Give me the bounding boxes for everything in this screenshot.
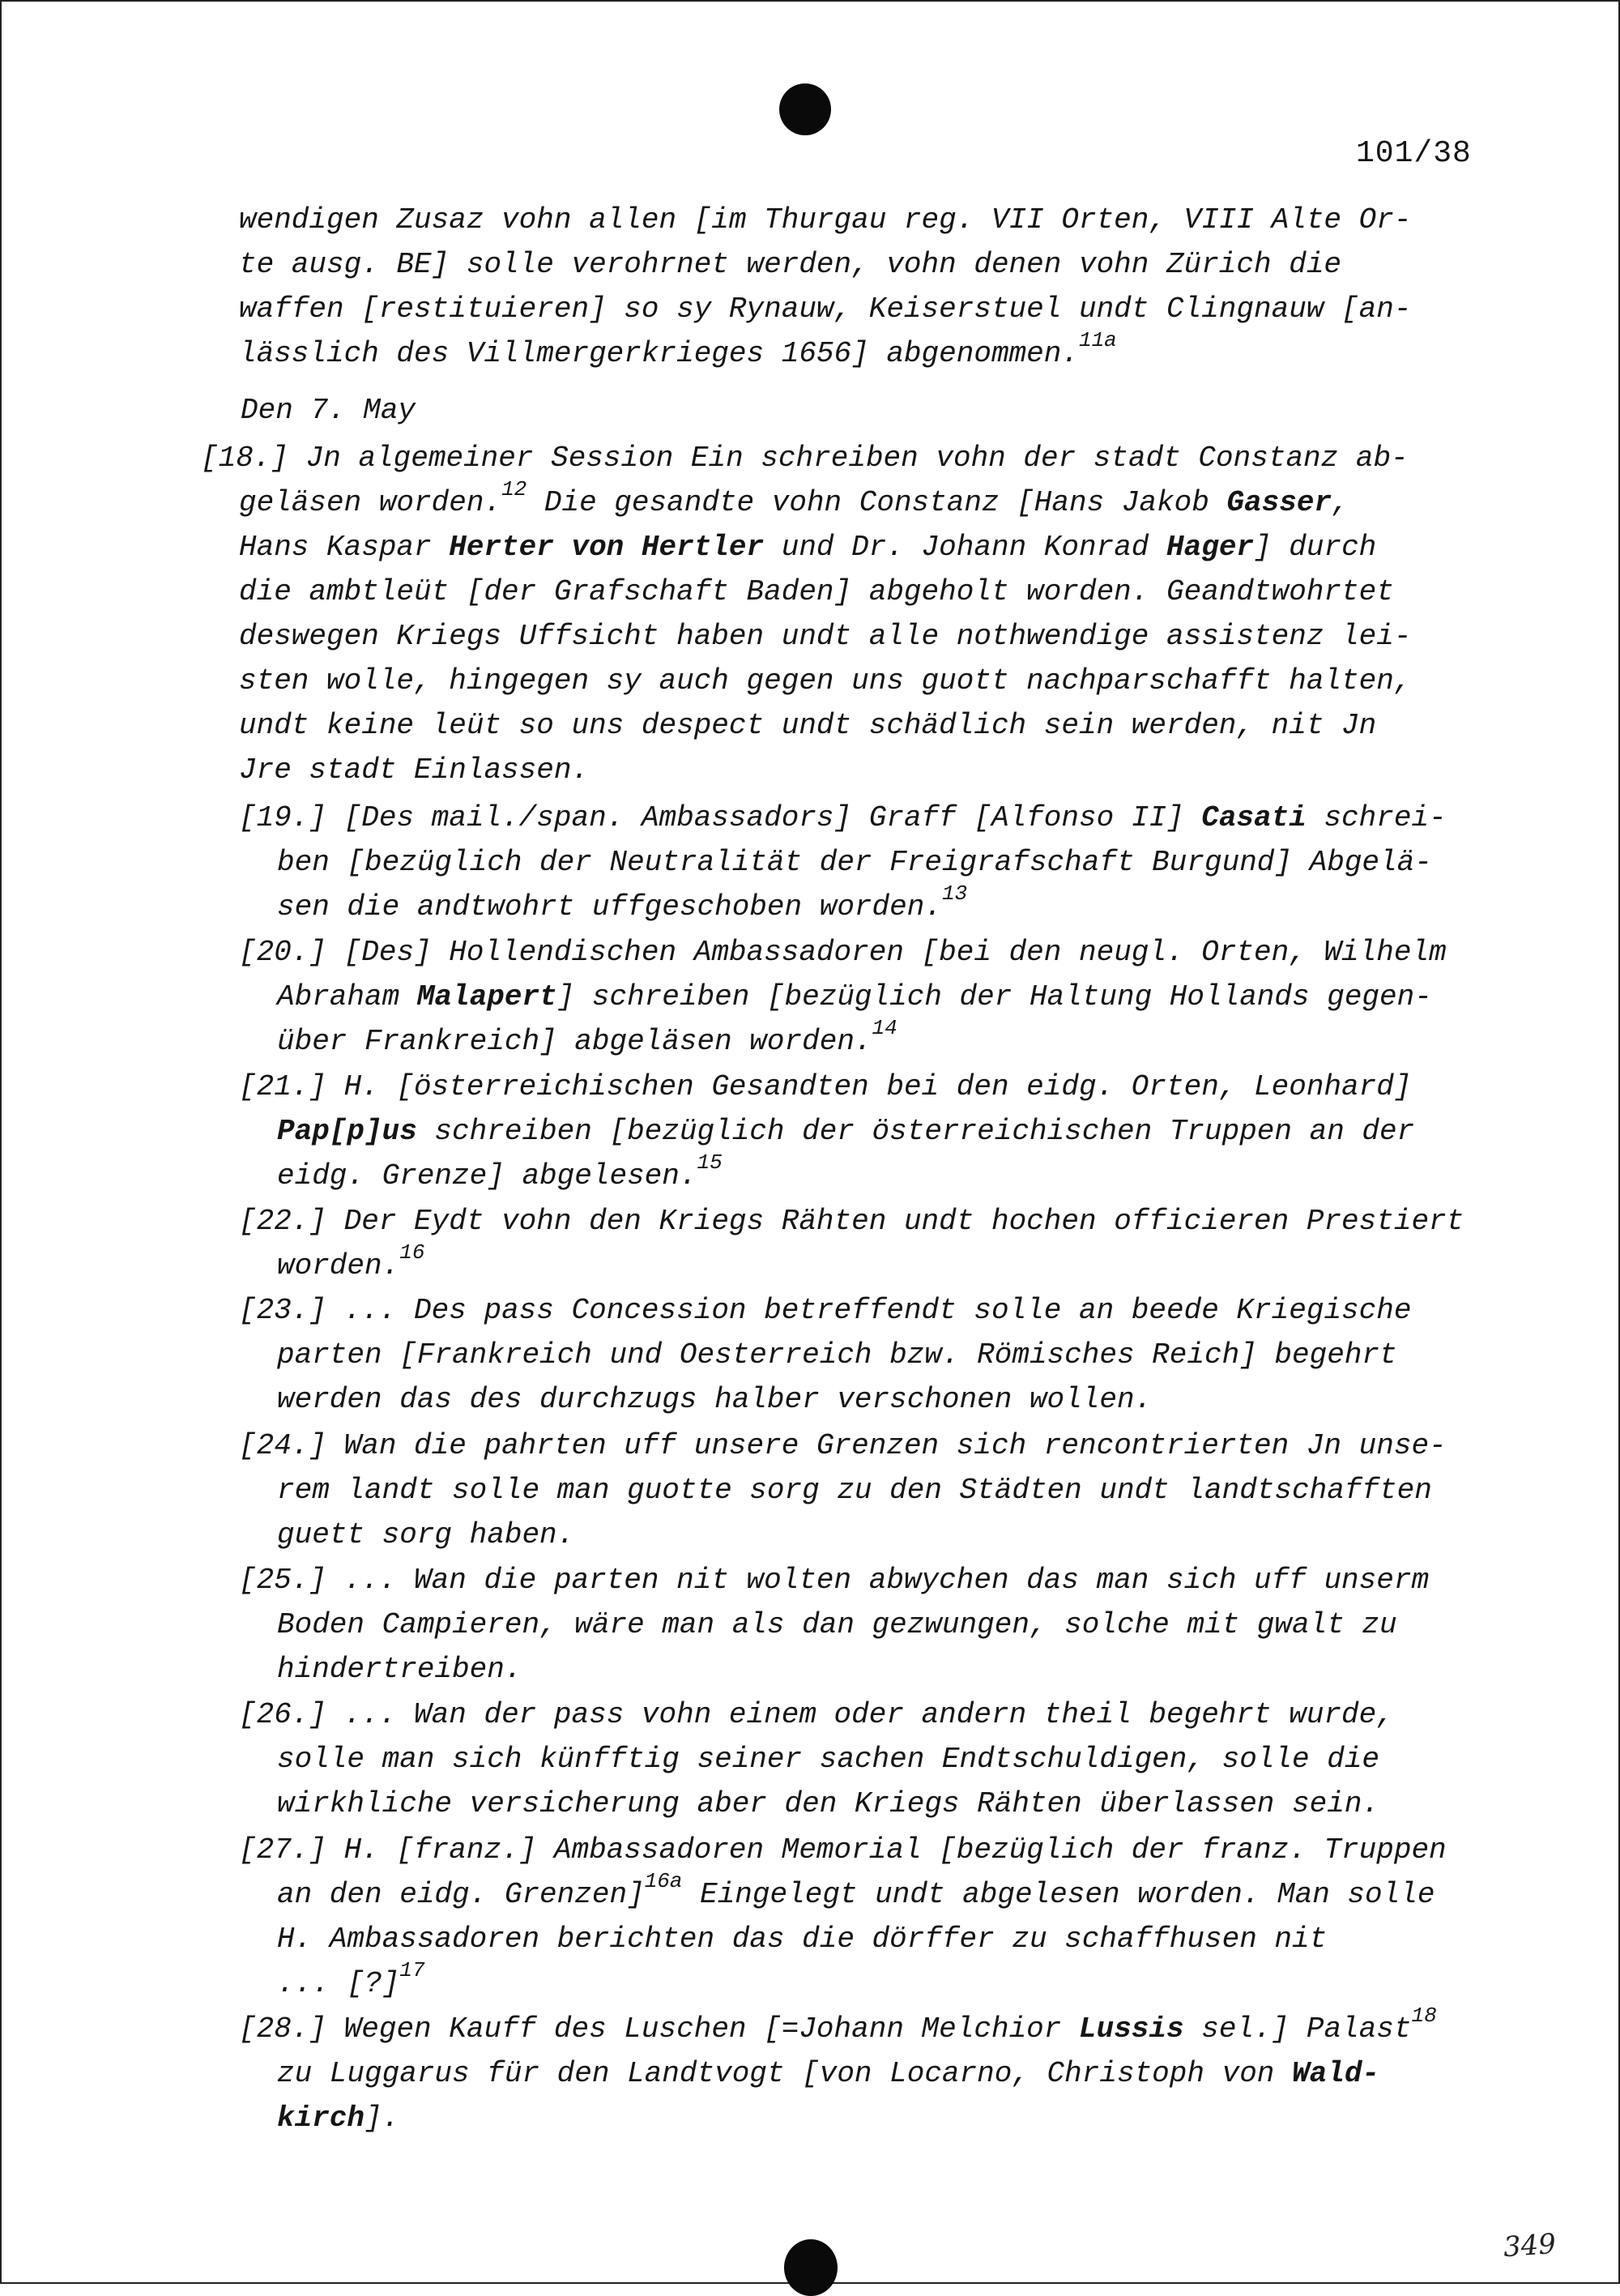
text-fragment: ... Wan der pass vohn einem oder andern theil begehrt wurde, — [343, 1698, 1394, 1731]
text-fragment: H. [österreichischen Gesandten bei den eidg. Orten, Leonhard] — [343, 1070, 1412, 1103]
text-fragment: ... [?] — [277, 1967, 400, 2000]
text-fragment: sten wolle, hingegen sy auch gegen uns guott nachparschafft halten, — [239, 664, 1412, 698]
text-fragment: undt keine leüt so uns despect undt schädlich sein werden, nit Jn — [239, 709, 1377, 742]
text-fragment: deswegen Kriegs Uffsicht haben undt alle nothwendige assistenz lei- — [239, 620, 1412, 653]
entry-23 — [239, 1288, 1516, 1422]
footnote-ref: 18 — [1411, 2004, 1437, 2028]
text-fragment: worden. — [277, 1249, 400, 1282]
person-name: Malapert — [416, 980, 557, 1014]
intro-line: wendigen Zusaz vohn allen [im Thurgau reg. VII Orten, VIII Alte Or- — [239, 203, 1412, 237]
person-name: Herter von Hertler — [449, 531, 765, 564]
text-fragment: Der Eydt vohn den Kriegs Rähten undt hochen officieren Prestiert — [343, 1205, 1464, 1238]
text-fragment — [277, 1109, 1516, 1154]
text-fragment: ]. — [364, 2102, 400, 2135]
text-fragment: H. Ambassadoren berichten das die dörffer zu schaffhusen nit — [277, 1923, 1328, 1956]
entry-number: [21.] — [239, 1070, 327, 1103]
text-fragment — [277, 1958, 1516, 2006]
text-fragment — [239, 525, 1478, 570]
person-name: Hager — [1166, 531, 1255, 564]
text-fragment — [239, 477, 1478, 525]
text-fragment: wirkhliche versicherung aber den Kriegs Rähten überlassen sein. — [277, 1787, 1380, 1820]
text-fragment: Jre stadt Einlassen. — [239, 753, 590, 787]
entry-22 — [239, 1199, 1516, 1288]
text-fragment: solle man sich künfftig seiner sachen Endtschuldigen, solle die — [277, 1743, 1380, 1776]
text-fragment: hindertreiben. — [277, 1653, 522, 1686]
footnote-ref: 16a — [644, 1869, 683, 1893]
text-fragment: ] durch — [1254, 531, 1377, 564]
entry-number: [22.] — [239, 1205, 327, 1238]
text-fragment: und Dr. Johann Konrad — [764, 531, 1167, 564]
text-fragment — [277, 1150, 1516, 1198]
intro-line: waffen [restituieren] so sy Rynauw, Keiserstuel undt Clingnauw [an- — [239, 292, 1412, 326]
entry-number: [19.] — [239, 801, 327, 834]
text-fragment — [277, 1240, 1516, 1288]
text-fragment: ... Des pass Concession betreffendt solle an beede Kriegische — [343, 1294, 1412, 1327]
text-fragment: an den eidg. Grenzen] — [277, 1878, 645, 1911]
text-fragment: sel.] Palast — [1183, 2012, 1412, 2046]
text-fragment: ] schreiben [bezüglich der Haltung Hollands gegen- — [556, 980, 1432, 1014]
person-name: Casati — [1201, 801, 1307, 834]
punch-hole-bottom — [784, 2239, 838, 2296]
entry-26 — [239, 1692, 1516, 1826]
entry-number: [25.] — [239, 1564, 327, 1597]
intro-paragraph — [239, 198, 1478, 376]
text-fragment — [239, 1558, 1516, 1603]
entry-number: [26.] — [239, 1698, 327, 1731]
entry-number: [20.] — [239, 936, 327, 969]
text-fragment: [18.] Jn algemeiner Session Ein schreiben vohn der stadt Constanz ab- — [201, 442, 1409, 475]
date-heading: Den 7. May — [241, 394, 416, 427]
footnote-ref: 13 — [941, 881, 968, 906]
punch-hole-top — [779, 83, 831, 135]
text-fragment: eidg. Grenze] abgelesen. — [277, 1159, 697, 1193]
page-number: 101/38 — [1356, 136, 1472, 171]
text-fragment: parten [Frankreich und Oesterreich bzw. Römisches Reich] begehrt — [277, 1338, 1397, 1372]
person-name: Gasser — [1226, 486, 1332, 519]
text-fragment: , — [1332, 486, 1349, 519]
entry-18 — [201, 436, 1478, 792]
entry-24 — [239, 1423, 1516, 1557]
text-fragment: werden das des durchzugs halber verschonen wollen. — [277, 1383, 1153, 1416]
entry-27 — [239, 1828, 1516, 2006]
text-fragment — [277, 1016, 1516, 1064]
text-fragment: über Frankreich] abgeläsen worden. — [277, 1025, 872, 1058]
text-fragment: H. [franz.] Ambassadoren Memorial [bezüglich der franz. Truppen — [343, 1833, 1447, 1867]
text-fragment: [Des] Hollendischen Ambassadoren [bei den neugl. Orten, Wilhelm — [343, 936, 1447, 969]
text-fragment: Abraham — [277, 980, 417, 1014]
entry-20 — [239, 930, 1516, 1064]
text-fragment: schrei- — [1306, 801, 1447, 834]
text-fragment — [239, 1692, 1516, 1737]
footnote-ref: 15 — [697, 1150, 723, 1175]
text-fragment — [277, 881, 1516, 929]
text-fragment: lässlich des Villmergerkrieges 1656] abgenommen. — [239, 337, 1079, 370]
text-fragment — [239, 1828, 1516, 1872]
text-fragment — [277, 1869, 1516, 1917]
text-fragment: guett sorg haben. — [277, 1518, 575, 1551]
entry-21 — [239, 1065, 1516, 1198]
footnote-ref: 12 — [501, 477, 527, 501]
text-fragment — [239, 930, 1516, 975]
text-fragment — [277, 2051, 1516, 2096]
person-name: Lussis — [1079, 2012, 1184, 2046]
text-fragment — [277, 2096, 1516, 2140]
text-fragment: Hans Kaspar — [239, 531, 450, 564]
text-fragment — [239, 1423, 1516, 1468]
entry-number: [18.] — [201, 442, 289, 475]
entry-19 — [239, 796, 1516, 929]
text-fragment: Wan die pahrten uff unsere Grenzen sich rencontrierten Jn unse- — [343, 1429, 1447, 1462]
text-fragment: Boden Campieren, wäre man als dan gezwungen, solche mit gwalt zu — [277, 1608, 1397, 1641]
text-fragment: ben [bezüglich der Neutralität der Freigrafschaft Burgund] Abgelä- — [277, 846, 1432, 879]
text-fragment: Wegen Kauff des Luschen [=Johann Melchior — [343, 2012, 1079, 2046]
footnote-ref: 14 — [872, 1016, 897, 1040]
text-fragment — [239, 796, 1516, 840]
person-name: Pap[p]us — [277, 1115, 417, 1148]
person-name: Wald- — [1292, 2057, 1380, 2090]
text-fragment: geläsen worden. — [239, 486, 502, 519]
footnote-ref: 16 — [399, 1240, 425, 1265]
entry-25 — [239, 1558, 1516, 1692]
intro-line: te ausg. BE] solle verohrnet werden, vohn denen vohn Zürich die — [239, 248, 1342, 281]
text-fragment: die ambtleüt [der Grafschaft Baden] abgeholt worden. Geandtwohrtet — [239, 575, 1394, 608]
text-fragment: [Des mail./span. Ambassadors] Graff [Alfonso II] — [343, 801, 1202, 834]
text-fragment: schreiben [bezüglich der österreichischen Truppen an der — [416, 1115, 1415, 1148]
entry-number: [28.] — [239, 2012, 327, 2046]
person-name: kirch — [277, 2102, 365, 2135]
text-fragment: sen die andtwohrt uffgeschoben worden. — [277, 890, 942, 924]
text-fragment: Eingelegt undt abgelesen worden. Man solle — [682, 1878, 1435, 1911]
text-fragment — [277, 975, 1516, 1019]
text-fragment: zu Luggarus für den Landtvogt [von Locarno, Christoph von — [277, 2057, 1293, 2090]
entry-number: [24.] — [239, 1429, 327, 1462]
footnote-ref: 17 — [399, 1958, 425, 1982]
entry-number: [27.] — [239, 1833, 327, 1867]
text-fragment — [239, 1065, 1516, 1109]
text-fragment — [239, 1288, 1516, 1333]
text-fragment: ... Wan die parten nit wolten abwychen das man sich uff unserm — [343, 1564, 1430, 1597]
entry-number: [23.] — [239, 1294, 327, 1327]
text-fragment — [239, 2004, 1516, 2051]
text-fragment: rem landt solle man guotte sorg zu den Städten undt landtschafften — [277, 1474, 1432, 1507]
entry-28 — [239, 2004, 1516, 2140]
text-fragment — [239, 1199, 1516, 1244]
handwritten-page-number: 349 — [1502, 2227, 1558, 2264]
text-fragment: Die gesandte vohn Constanz [Hans Jakob — [526, 486, 1227, 519]
footnote-ref: 11a — [1078, 328, 1117, 352]
intro-line — [239, 328, 1478, 376]
